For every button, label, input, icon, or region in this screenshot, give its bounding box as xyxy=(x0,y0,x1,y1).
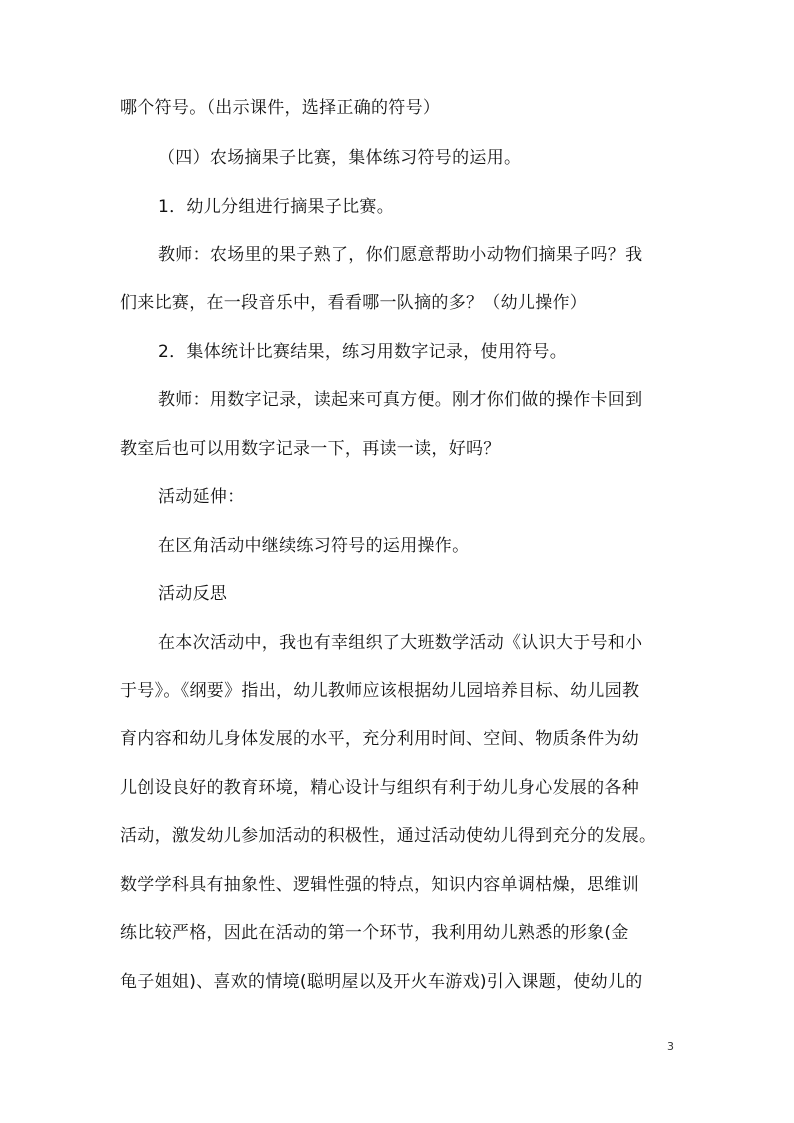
section-heading: 活动反思 xyxy=(158,584,228,604)
page-number: 3 xyxy=(667,1040,674,1053)
body-text-line: 数学学科具有抽象性、逻辑性强的特点，知识内容单调枯燥，思维训 xyxy=(120,875,639,895)
body-text-line: 于号》。《纲要》指出，幼儿教师应该根据幼儿园培养目标、幼儿园教 xyxy=(120,681,640,701)
body-text-line: 在本次活动中，我也有幸组织了大班数学活动《认识大于号和小 xyxy=(158,633,643,653)
body-text-line: 教室后也可以用数字记录一下，再读一读，好吗？ xyxy=(120,439,501,459)
section-heading: （四）农场摘果子比赛，集体练习符号的运用。 xyxy=(158,148,522,168)
body-text-line: 哪个符号。（出示课件，选择正确的符号） xyxy=(120,98,441,118)
step-heading: 1．幼儿分组进行摘果子比赛。 xyxy=(158,197,395,217)
section-heading: 活动延伸： xyxy=(158,487,245,507)
body-text-line: 练比较严格，因此在活动的第一个环节，我利用幼儿熟悉的形象(金 xyxy=(120,923,629,943)
body-text-line: 在区角活动中继续练习符号的运用操作。 xyxy=(158,536,470,556)
body-text-line: 们来比赛，在一段音乐中，看看哪一队摘的多？（幼儿操作） xyxy=(120,293,588,313)
body-text-line: 活动，激发幼儿参加活动的积极性，通过活动使幼儿得到充分的发展。 xyxy=(120,826,657,846)
step-heading: 2．集体统计比赛结果，练习用数字记录，使用符号。 xyxy=(158,342,568,362)
body-text-line: 育内容和幼儿身体发展的水平，充分利用时间、空间、物质条件为幼 xyxy=(120,729,639,749)
body-text-line: 儿创设良好的教育环境，精心设计与组织有利于幼儿身心发展的各种 xyxy=(120,778,639,798)
body-text-line: 教师：用数字记录，读起来可真方便。刚才你们做的操作卡回到 xyxy=(158,390,643,410)
body-text-line: 龟子姐姐)、喜欢的情境(聪明屋以及开火车游戏)引入课题，使幼儿的 xyxy=(120,972,643,992)
body-text-line: 教师：农场里的果子熟了，你们愿意帮助小动物们摘果子吗？我 xyxy=(158,245,643,265)
